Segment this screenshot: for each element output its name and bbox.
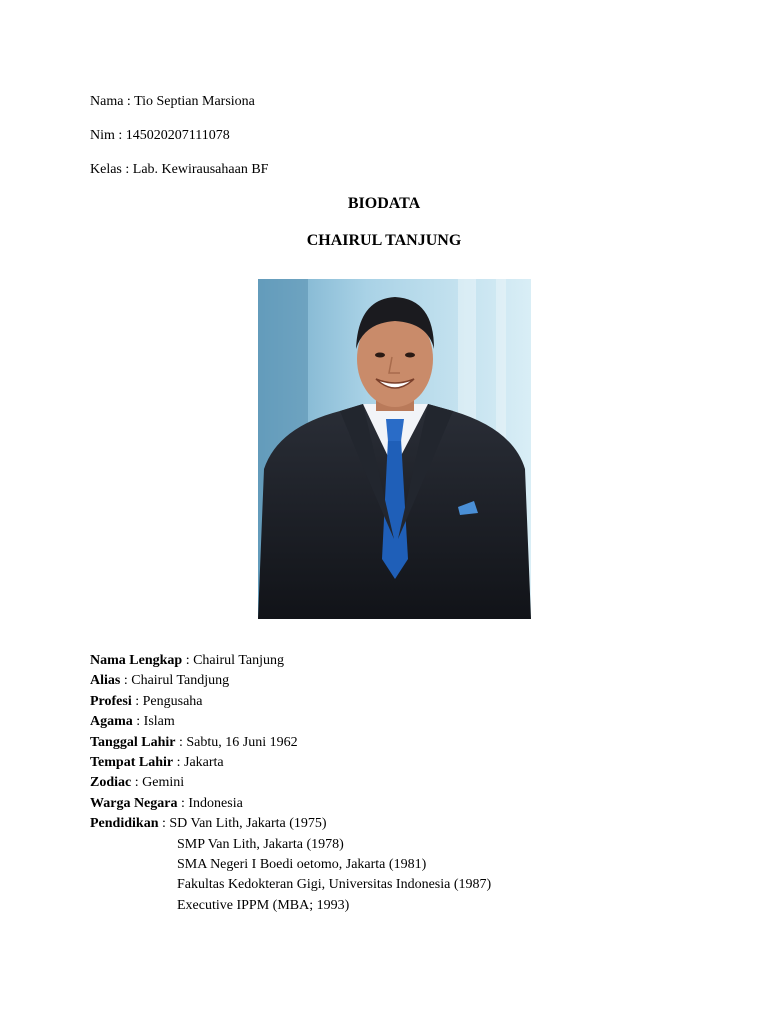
education-item: SMA Negeri I Boedi oetomo, Jakarta (1981) <box>177 857 427 873</box>
student-class: Kelas : Lab. Kewirausahaan BF <box>90 162 269 177</box>
bio-value: : Islam <box>132 714 175 730</box>
document-title: BIODATA <box>347 195 421 212</box>
bio-label: Profesi <box>90 693 132 709</box>
bio-row-agama <box>90 712 690 732</box>
bio-row-pendidikan <box>90 814 690 834</box>
bio-value: : Gemini <box>131 775 185 791</box>
education-item: Executive IPPM (MBA; 1993) <box>177 897 350 913</box>
bio-label: Warga Negara <box>90 795 178 811</box>
bio-row-nama-lengkap <box>90 651 690 671</box>
education-item: Fakultas Kedokteran Gigi, Universitas Indonesia (1987) <box>177 877 492 893</box>
student-nim: Nim : 145020207111078 <box>90 128 230 143</box>
bio-label: Zodiac <box>90 775 132 791</box>
bio-label: Nama Lengkap <box>90 653 183 668</box>
bio-row-profesi <box>90 692 690 712</box>
bio-value: : Indonesia <box>177 795 243 811</box>
bio-label: Pendidikan <box>90 816 159 832</box>
subject-name-title: CHAIRUL TANJUNG <box>306 232 462 249</box>
bio-value: : Jakarta <box>173 755 224 771</box>
bio-value: : Pengusaha <box>131 693 203 709</box>
student-name: Nama : Tio Septian Marsiona <box>90 94 255 109</box>
bio-label: Agama <box>90 714 133 730</box>
bio-row-warga-negara <box>90 794 690 814</box>
bio-row-zodiac <box>90 773 690 793</box>
bio-value: : Sabtu, 16 Juni 1962 <box>175 734 298 750</box>
bio-label: Tanggal Lahir <box>90 734 176 750</box>
bio-value: : Chairul Tandjung <box>120 673 230 689</box>
portrait-photo <box>258 279 531 619</box>
bio-value: : SD Van Lith, Jakarta (1975) <box>158 816 327 832</box>
bio-label: Tempat Lahir <box>90 755 174 771</box>
bio-row-alias <box>90 671 690 691</box>
bio-row-tempat-lahir <box>90 753 690 773</box>
education-item: SMP Van Lith, Jakarta (1978) <box>177 836 344 852</box>
bio-row-tanggal-lahir <box>90 733 690 753</box>
bio-value: : Chairul Tanjung <box>182 653 284 668</box>
bio-label: Alias <box>90 673 121 689</box>
education-list <box>177 835 690 917</box>
biodata-section <box>90 651 690 916</box>
